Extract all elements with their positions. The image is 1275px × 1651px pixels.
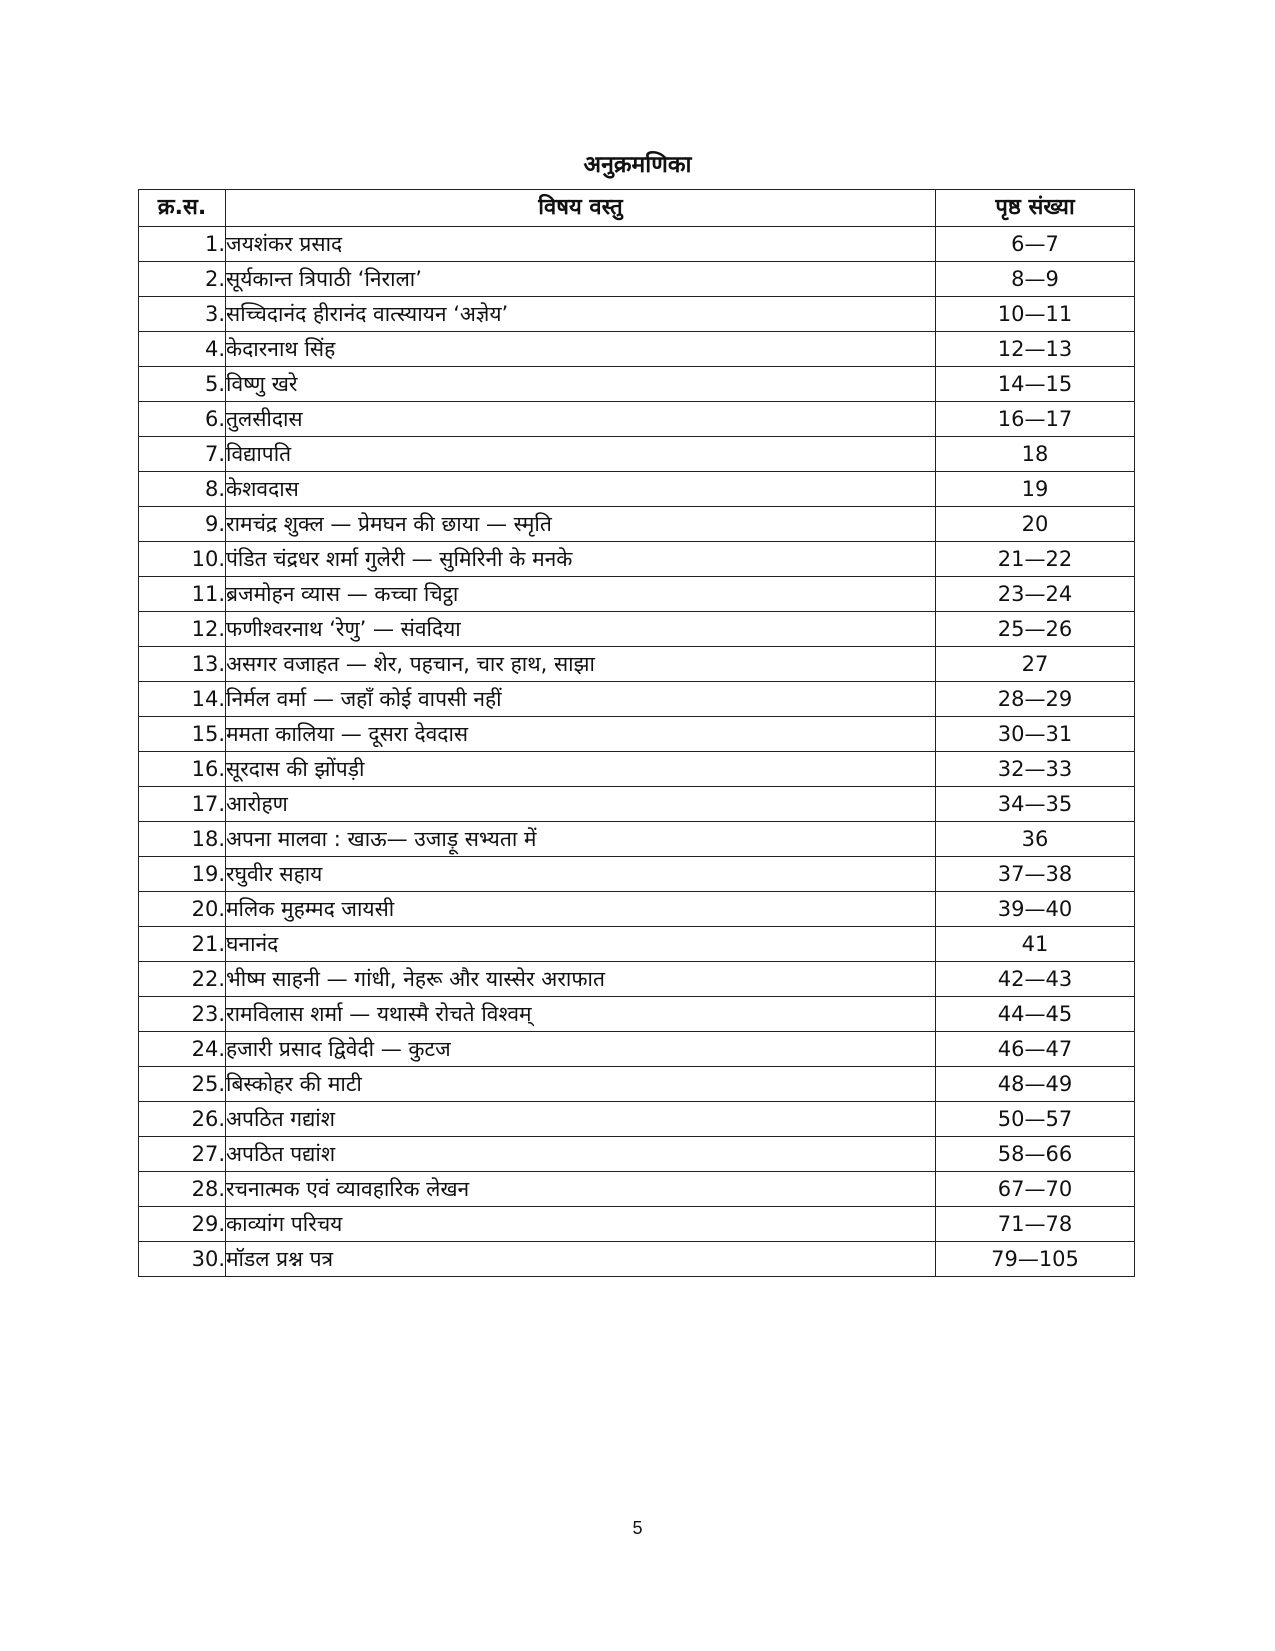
subject-cell: घनानंद [226,927,936,962]
serial-cell: 9. [139,507,226,542]
serial-cell: 24. [139,1032,226,1067]
table-row [139,892,1135,927]
pages-cell: 39—40 [936,892,1135,927]
subject-cell: बिस्कोहर की माटी [226,1067,936,1102]
document-title: अनुक्रमणिका [583,152,692,178]
table-row [139,1172,1135,1207]
pages-cell: 28—29 [936,682,1135,717]
table-row [139,227,1135,262]
pages-cell: 48—49 [936,1067,1135,1102]
subject-cell: अपठित पद्यांश [226,1137,936,1172]
table-row [139,507,1135,542]
serial-cell: 2. [139,262,226,297]
serial-cell: 18. [139,822,226,857]
pages-cell: 16—17 [936,402,1135,437]
subject-cell: ब्रजमोहन व्यास — कच्चा चिट्ठा [226,577,936,612]
table-row [139,1207,1135,1242]
serial-cell: 6. [139,402,226,437]
serial-cell: 30. [139,1242,226,1277]
table-row [139,1102,1135,1137]
pages-cell: 23—24 [936,577,1135,612]
serial-cell: 8. [139,472,226,507]
table-of-contents [138,189,1135,1277]
pages-cell: 25—26 [936,612,1135,647]
subject-cell: मॉडल प्रश्न पत्र [226,1242,936,1277]
table-row [139,437,1135,472]
subject-cell: रामचंद्र शुक्ल — प्रेमघन की छाया — स्मृति [226,507,936,542]
serial-cell: 10. [139,542,226,577]
toc-body [139,227,1135,1277]
serial-cell: 20. [139,892,226,927]
serial-cell: 29. [139,1207,226,1242]
pages-cell: 19 [936,472,1135,507]
table-row [139,717,1135,752]
serial-cell: 26. [139,1102,226,1137]
serial-cell: 27. [139,1137,226,1172]
table-row [139,1137,1135,1172]
subject-cell: फणीश्वरनाथ ‘रेणु’ — संवदिया [226,612,936,647]
header-pages: पृष्ठ संख्या [936,190,1135,227]
header-serial: क्र.स. [139,190,226,227]
pages-cell: 58—66 [936,1137,1135,1172]
subject-cell: अपना मालवा : खाऊ— उजाड़ू सभ्यता में [226,822,936,857]
serial-cell: 15. [139,717,226,752]
serial-cell: 4. [139,332,226,367]
table-row [139,472,1135,507]
subject-cell: भीष्म साहनी — गांधी, नेहरू और यास्सेर अराफात [226,962,936,997]
table-row [139,857,1135,892]
pages-cell: 32—33 [936,752,1135,787]
subject-cell: पंडित चंद्रधर शर्मा गुलेरी — सुमिरिनी के मनके [226,542,936,577]
pages-cell: 67—70 [936,1172,1135,1207]
serial-cell: 7. [139,437,226,472]
header-subject: विषय वस्तु [226,190,936,227]
pages-cell: 14—15 [936,367,1135,402]
subject-cell: आरोहण [226,787,936,822]
subject-cell: ममता कालिया — दूसरा देवदास [226,717,936,752]
table-row [139,1067,1135,1102]
pages-cell: 12—13 [936,332,1135,367]
pages-cell: 34—35 [936,787,1135,822]
serial-cell: 3. [139,297,226,332]
serial-cell: 11. [139,577,226,612]
table-row [139,787,1135,822]
table-row [139,577,1135,612]
table-row [139,297,1135,332]
pages-cell: 20 [936,507,1135,542]
pages-cell: 6—7 [936,227,1135,262]
pages-cell: 10—11 [936,297,1135,332]
serial-cell: 21. [139,927,226,962]
serial-cell: 23. [139,997,226,1032]
serial-cell: 28. [139,1172,226,1207]
subject-cell: जयशंकर प्रसाद [226,227,936,262]
serial-cell: 5. [139,367,226,402]
table-row [139,997,1135,1032]
table-row [139,402,1135,437]
table-row [139,682,1135,717]
table-row [139,262,1135,297]
subject-cell: काव्यांग परिचय [226,1207,936,1242]
table-row [139,927,1135,962]
subject-cell: केशवदास [226,472,936,507]
subject-cell: अपठित गद्यांश [226,1102,936,1137]
pages-cell: 37—38 [936,857,1135,892]
pages-cell: 42—43 [936,962,1135,997]
subject-cell: असगर वजाहत — शेर, पहचान, चार हाथ, साझा [226,647,936,682]
subject-cell: सूर्यकान्त त्रिपाठी ‘निराला’ [226,262,936,297]
pages-cell: 71—78 [936,1207,1135,1242]
table-row [139,367,1135,402]
subject-cell: केदारनाथ सिंह [226,332,936,367]
serial-cell: 16. [139,752,226,787]
table-row [139,612,1135,647]
table-row [139,752,1135,787]
page-number: 5 [632,1518,643,1538]
serial-cell: 13. [139,647,226,682]
pages-cell: 79—105 [936,1242,1135,1277]
pages-cell: 44—45 [936,997,1135,1032]
serial-cell: 14. [139,682,226,717]
subject-cell: सूरदास की झोंपड़ी [226,752,936,787]
subject-cell: सच्चिदानंद हीरानंद वात्स्यायन ‘अज्ञेय’ [226,297,936,332]
subject-cell: रघुवीर सहाय [226,857,936,892]
subject-cell: मलिक मुहम्मद जायसी [226,892,936,927]
header-row [139,190,1135,227]
serial-cell: 25. [139,1067,226,1102]
pages-cell: 41 [936,927,1135,962]
serial-cell: 22. [139,962,226,997]
table-row [139,1242,1135,1277]
pages-cell: 8—9 [936,262,1135,297]
serial-cell: 17. [139,787,226,822]
pages-cell: 27 [936,647,1135,682]
pages-cell: 21—22 [936,542,1135,577]
pages-cell: 50—57 [936,1102,1135,1137]
table-row [139,1032,1135,1067]
subject-cell: निर्मल वर्मा — जहाँ कोई वापसी नहीं [226,682,936,717]
table-row [139,822,1135,857]
table-row [139,647,1135,682]
subject-cell: रचनात्मक एवं व्यावहारिक लेखन [226,1172,936,1207]
pages-cell: 36 [936,822,1135,857]
serial-cell: 1. [139,227,226,262]
pages-cell: 18 [936,437,1135,472]
subject-cell: रामविलास शर्मा — यथास्मै रोचते विश्वम् [226,997,936,1032]
serial-cell: 12. [139,612,226,647]
table-row [139,542,1135,577]
subject-cell: विद्यापति [226,437,936,472]
subject-cell: हजारी प्रसाद द्विवेदी — कुटज [226,1032,936,1067]
subject-cell: विष्णु खरे [226,367,936,402]
serial-cell: 19. [139,857,226,892]
table-row [139,332,1135,367]
pages-cell: 46—47 [936,1032,1135,1067]
pages-cell: 30—31 [936,717,1135,752]
table-row [139,962,1135,997]
subject-cell: तुलसीदास [226,402,936,437]
